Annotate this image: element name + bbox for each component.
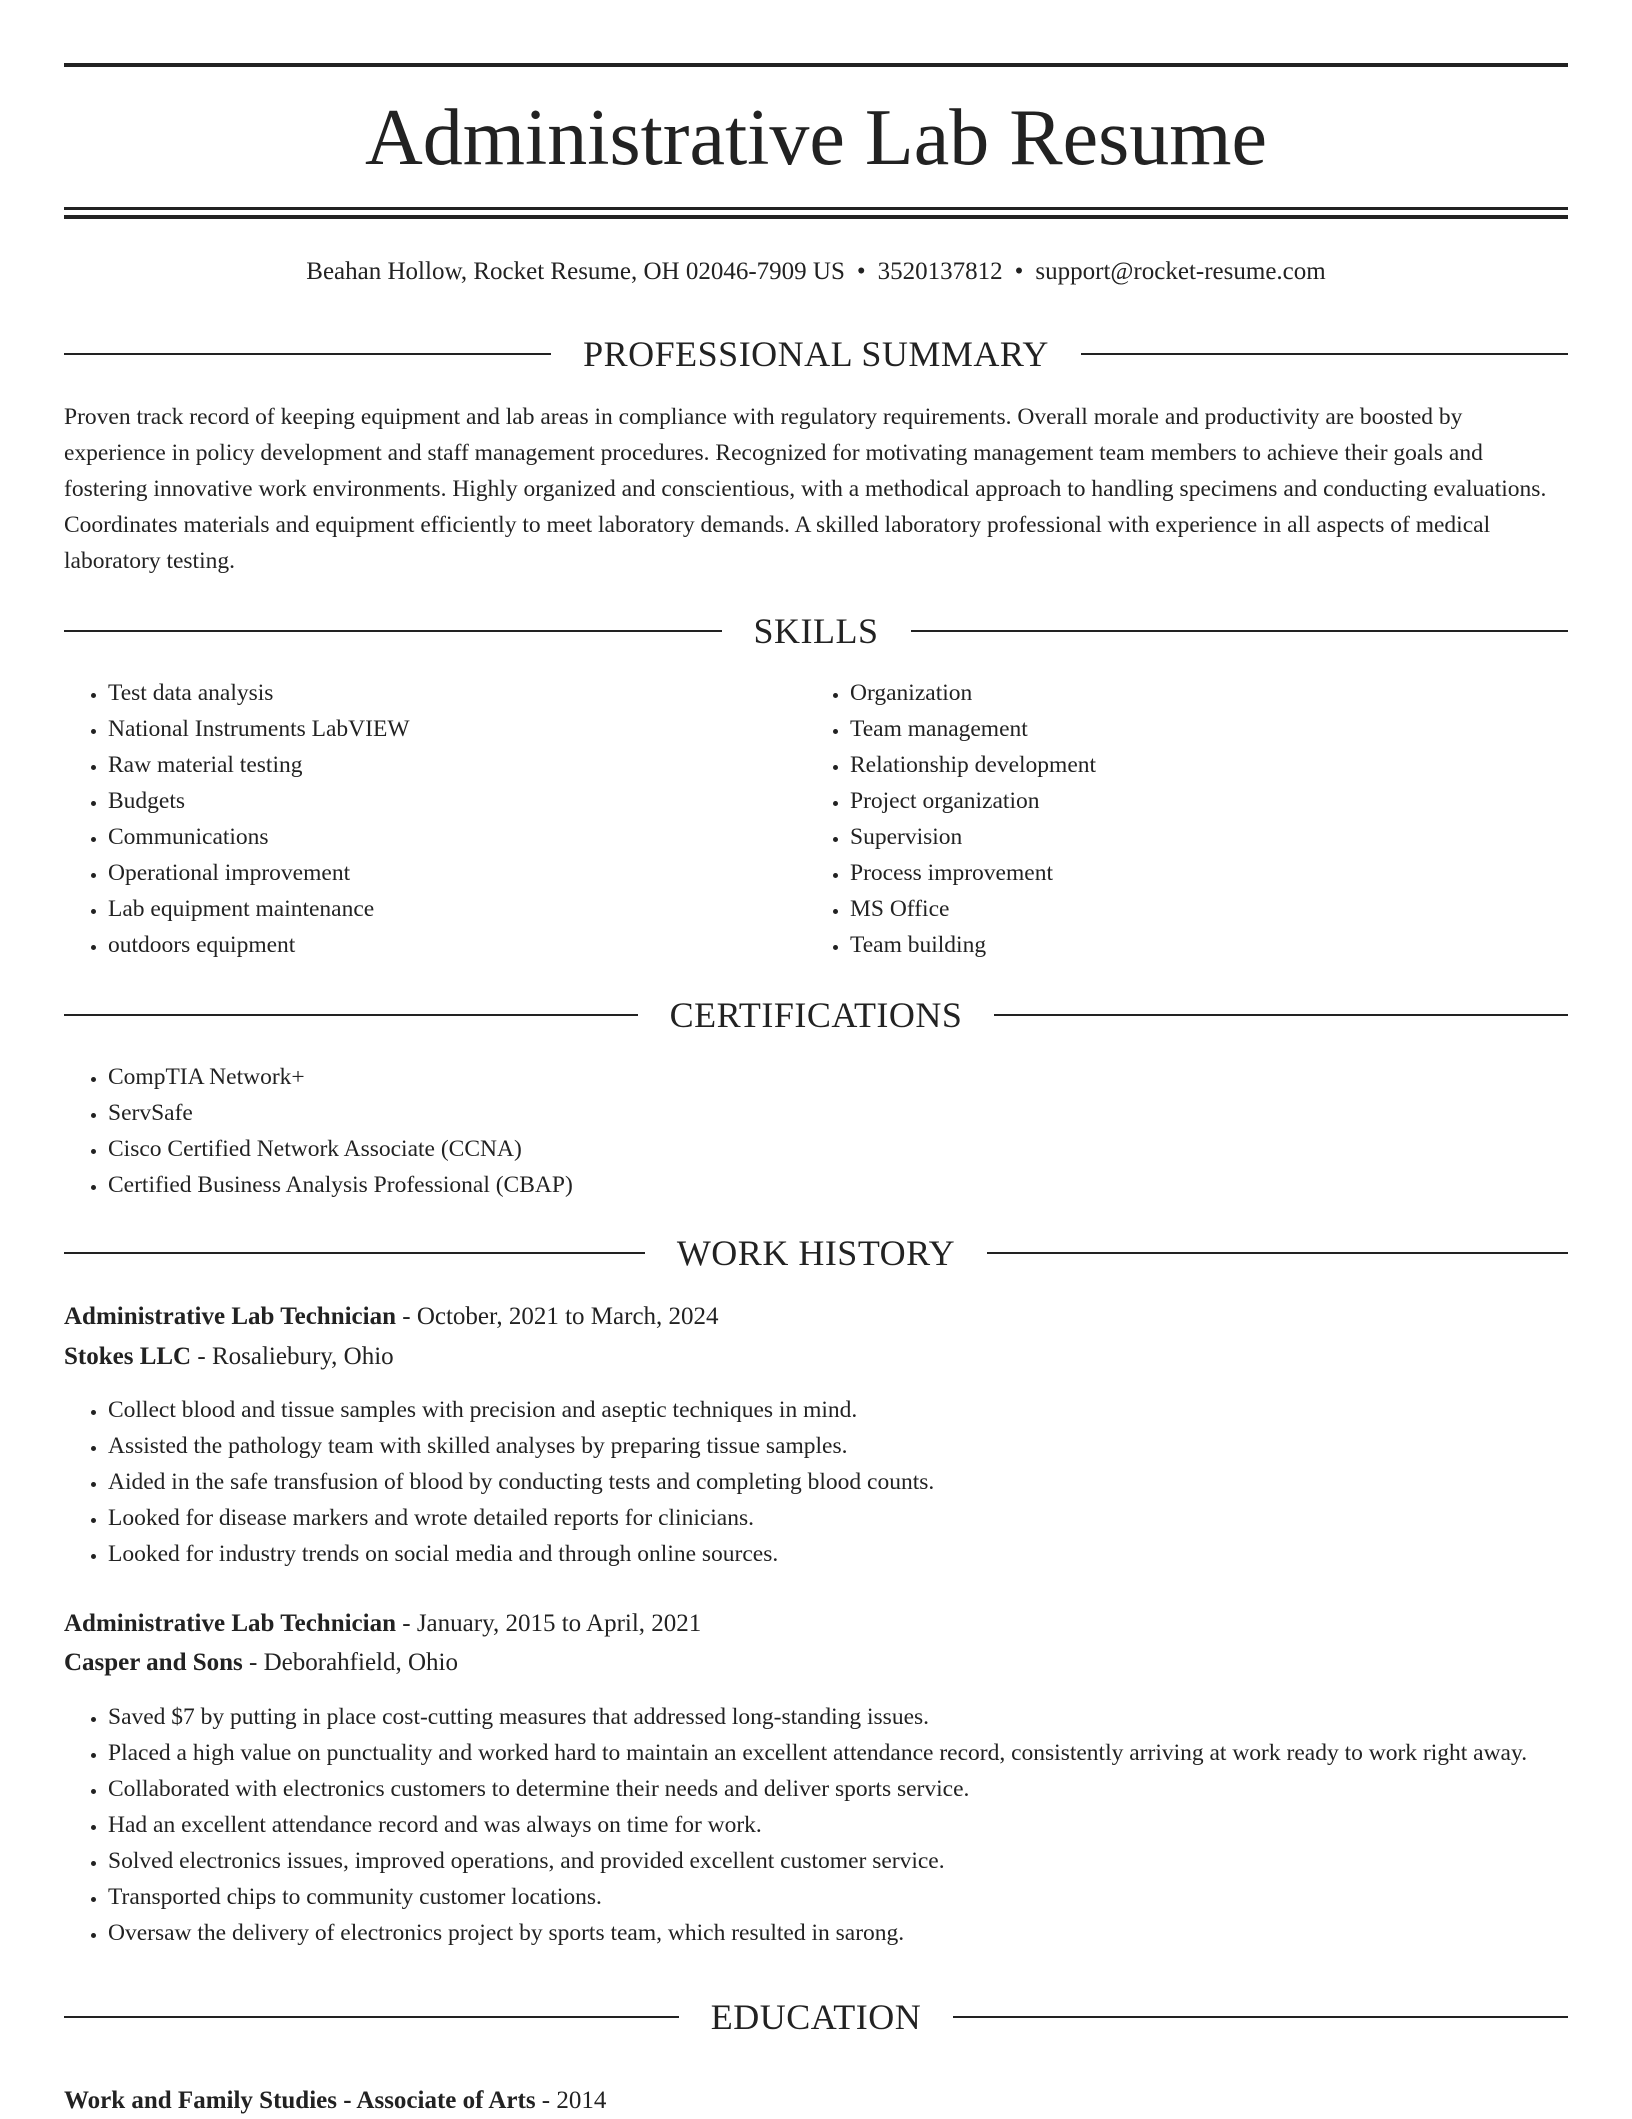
top-rule: [64, 63, 1568, 67]
heading-rule-left: [64, 353, 551, 355]
education-year: - 2014: [535, 2087, 607, 2114]
resume-title: Administrative Lab Resume: [364, 94, 1268, 182]
certifications-heading-label: CERTIFICATIONS: [669, 995, 963, 1035]
job-bullet: • Assisted the pathology team with skilled analyses by preparing tissue samples.: [108, 1428, 1568, 1464]
skill-item: • Process improvement: [850, 855, 1550, 891]
heading-rule-left: [64, 630, 722, 632]
certifications-heading: [64, 993, 1568, 1037]
job-bullet: • Looked for industry trends on social media and through online sources.: [108, 1536, 1568, 1572]
heading-rule-left: [64, 2016, 679, 2018]
skill-item: • Team building: [850, 927, 1550, 963]
contact-phone: 3520137812: [877, 258, 1003, 285]
heading-rule-right: [1081, 353, 1568, 355]
work-history-heading-label: WORK HISTORY: [676, 1233, 956, 1273]
skill-item: • Supervision: [850, 819, 1550, 855]
summary-heading: [64, 332, 1568, 376]
job-bullet: • Collaborated with electronics customers to determine their needs and deliver sports service.: [108, 1771, 1612, 1807]
education-degree: Work and Family Studies - Associate of Arts: [64, 2087, 536, 2114]
job-bullets: [64, 1392, 1568, 1572]
job-bullet: • Saved $7 by putting in place cost-cutting measures that addressed long-standing issues.: [108, 1699, 1612, 1735]
skill-item: • Team management: [850, 711, 1550, 747]
skill-item: • Organization: [850, 675, 1550, 711]
education-heading: [64, 1995, 1568, 2039]
job-company: Stokes LLC: [64, 1343, 192, 1370]
job-bullet: • Collect blood and tissue samples with precision and aseptic techniques in mind.: [108, 1392, 1568, 1428]
job-location: - Rosaliebury, Ohio: [191, 1343, 394, 1370]
title-rule-upper: [64, 207, 1568, 210]
job-title-line: [64, 1299, 1568, 1335]
job-title-line: [64, 1606, 1568, 1642]
contact-line: [64, 254, 1568, 290]
certification-item: • Certified Business Analysis Professional (CBAP): [108, 1167, 1568, 1203]
skill-item: • Communications: [108, 819, 798, 855]
skills-heading-label: SKILLS: [753, 611, 879, 651]
skill-item: • outdoors equipment: [108, 927, 798, 963]
skill-item: • Project organization: [850, 783, 1550, 819]
job-bullets: [64, 1699, 1612, 1951]
skills-list-left: [64, 675, 798, 963]
heading-rule-left: [64, 1014, 638, 1016]
summary-text: Proven track record of keeping equipment and lab areas in compliance with regulatory requirements. Overall morale and productivity are boosted by experience in policy development and staff management procedures. Recognized for motivating management team members to achieve their goals and fostering innovative work environments. Highly organized and conscientious, with a methodical approach to handling specimens and conducting evaluations. Coordinates materials and equipment efficiently to meet laboratory demands. A skilled laboratory professional with experience in all aspects of medical laboratory testing.: [64, 404, 1547, 574]
summary-heading-label: PROFESSIONAL SUMMARY: [583, 334, 1049, 374]
contact-email: support@rocket-resume.com: [1035, 258, 1326, 285]
certification-item: • Cisco Certified Network Associate (CCNA): [108, 1131, 1568, 1167]
skill-item: • Relationship development: [850, 747, 1550, 783]
certification-item: • CompTIA Network+: [108, 1059, 1568, 1095]
job-bullet: • Looked for disease markers and wrote detailed reports for clinicians.: [108, 1500, 1568, 1536]
skill-item: • MS Office: [850, 891, 1550, 927]
skill-item: • Budgets: [108, 783, 798, 819]
skill-item: • Raw material testing: [108, 747, 798, 783]
job-dates: - October, 2021 to March, 2024: [396, 1303, 719, 1330]
skill-item: • National Instruments LabVIEW: [108, 711, 798, 747]
heading-rule-right: [994, 1014, 1568, 1016]
contact-separator: •: [856, 258, 866, 285]
job-company: Casper and Sons: [64, 1649, 243, 1676]
job-title: Administrative Lab Technician: [64, 1610, 396, 1637]
certification-item: • ServSafe: [108, 1095, 1568, 1131]
job-bullet: • Oversaw the delivery of electronics project by sports team, which resulted in sarong.: [108, 1915, 1612, 1951]
job-dates: - January, 2015 to April, 2021: [396, 1610, 702, 1637]
job-location: - Deborahfield, Ohio: [242, 1649, 458, 1676]
skill-item: • Test data analysis: [108, 675, 798, 711]
heading-rule-right: [953, 2016, 1568, 2018]
job-bullet: • Placed a high value on punctuality and worked hard to maintain an excellent attendance record, consistently arriving at work ready to work right away.: [108, 1735, 1612, 1771]
job-bullet: • Had an excellent attendance record and was always on time for work.: [108, 1807, 1612, 1843]
certifications-list: [64, 1059, 1568, 1203]
job-title: Administrative Lab Technician: [64, 1303, 396, 1330]
contact-separator: •: [1014, 258, 1024, 285]
job-bullet: • Solved electronics issues, improved operations, and provided excellent customer service.: [108, 1843, 1612, 1879]
skills-list-right: [806, 675, 1550, 963]
skill-item: • Operational improvement: [108, 855, 798, 891]
job-bullet: • Transported chips to community customer locations.: [108, 1879, 1612, 1915]
title-rule-lower: [64, 215, 1568, 219]
skills-heading: [64, 609, 1568, 653]
contact-address: Beahan Hollow, Rocket Resume, OH 02046-7909 US: [306, 258, 845, 285]
heading-rule-right: [987, 1252, 1568, 1254]
education-heading-label: EDUCATION: [710, 1997, 922, 2037]
job-bullet: • Aided in the safe transfusion of blood by conducting tests and completing blood counts.: [108, 1464, 1568, 1500]
education-line: [64, 2083, 1568, 2119]
work-history-heading: [64, 1231, 1568, 1275]
heading-rule-right: [911, 630, 1569, 632]
heading-rule-left: [64, 1252, 645, 1254]
job-company-line: [64, 1645, 1568, 1681]
job-company-line: [64, 1339, 1568, 1375]
skill-item: • Lab equipment maintenance: [108, 891, 798, 927]
